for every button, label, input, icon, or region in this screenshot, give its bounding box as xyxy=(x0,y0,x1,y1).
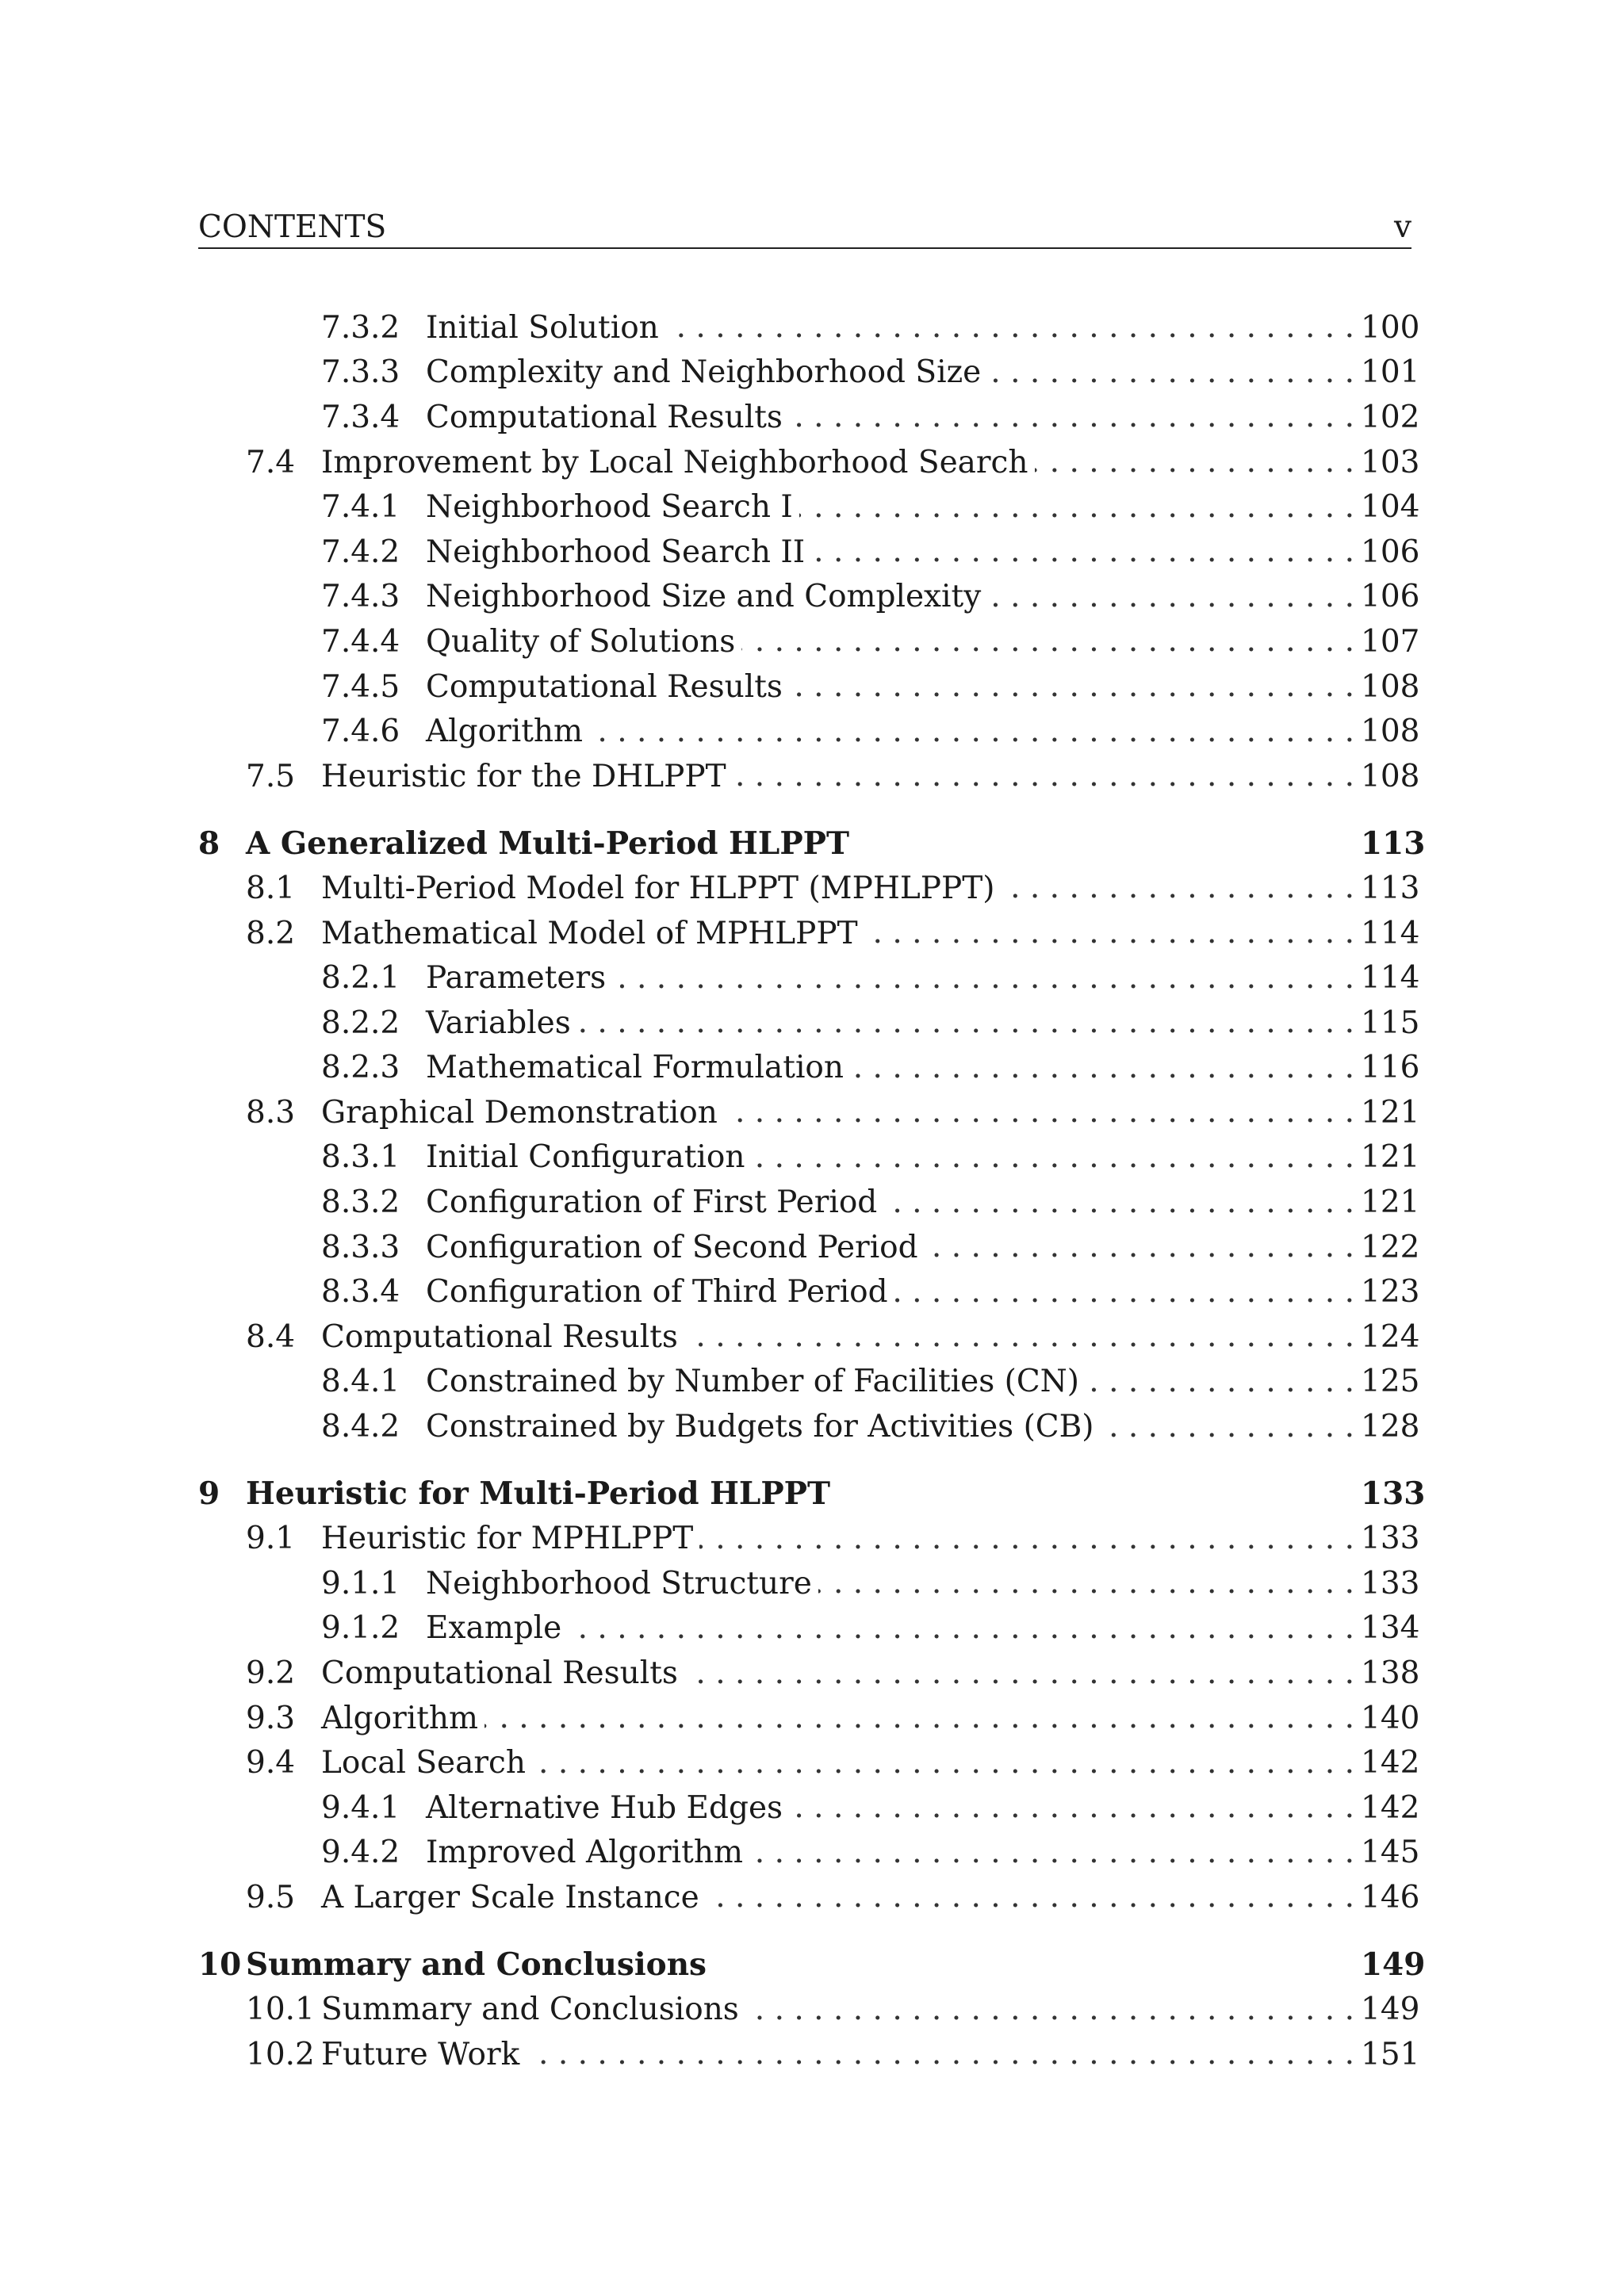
toc-dot-leader xyxy=(612,960,1354,997)
toc-entry-number: 9.1 xyxy=(246,1521,296,1557)
toc-section-entry[interactable] xyxy=(198,1314,1420,1360)
toc-entry-title: Heuristic for the DHLPPT xyxy=(321,758,726,794)
toc-entry-title: Neighborhood Structure xyxy=(426,1565,812,1601)
toc-dot-leader xyxy=(987,579,1354,615)
toc-entry-number: 10.2 xyxy=(246,2036,315,2072)
toc-entry-page-number: 125 xyxy=(1361,1364,1420,1400)
toc-entry-page-number: 106 xyxy=(1361,579,1420,615)
toc-entry-page-number: 151 xyxy=(1361,2036,1420,2072)
toc-section-entry[interactable] xyxy=(198,2032,1420,2077)
toc-dot-leader xyxy=(1035,444,1354,480)
toc-entry-page-number: 134 xyxy=(1361,1610,1420,1647)
toc-entry-number: 8.4 xyxy=(246,1318,296,1355)
toc-entry-title: Algorithm xyxy=(321,1700,478,1736)
header-title: CONTENTS xyxy=(198,209,387,245)
toc-entry-page-number: 102 xyxy=(1361,399,1420,435)
toc-entry-number: 8.3.1 xyxy=(321,1139,400,1176)
toc-entry-page-number: 121 xyxy=(1361,1094,1420,1131)
toc-section-entry[interactable] xyxy=(198,754,1420,799)
toc-entry-title: Constrained by Number of Facilities (CN) xyxy=(426,1364,1080,1400)
toc-entry-number: 10.1 xyxy=(246,1992,315,2028)
toc-dot-leader xyxy=(894,1274,1354,1311)
toc-chapter-entry[interactable] xyxy=(198,821,1426,867)
toc-section-entry[interactable] xyxy=(198,1090,1420,1135)
toc-dot-leader xyxy=(789,668,1354,705)
toc-entry-number: 7.4.1 xyxy=(321,489,400,526)
toc-entry-number: 8.1 xyxy=(246,870,296,906)
toc-dot-leader xyxy=(706,1879,1354,1915)
toc-entry-page-number: 104 xyxy=(1361,489,1420,526)
toc-entry-title: Computational Results xyxy=(321,1318,678,1355)
toc-dot-leader xyxy=(818,1565,1354,1601)
toc-section-entry[interactable] xyxy=(198,1987,1420,2032)
toc-entry-number: 7.4.4 xyxy=(321,623,400,660)
toc-subsection-entry[interactable] xyxy=(198,1831,1420,1876)
toc-entry-number: 7.3.3 xyxy=(321,354,400,391)
toc-subsection-entry[interactable] xyxy=(198,575,1420,620)
toc-entry-number: 7.4.5 xyxy=(321,668,400,705)
toc-entry-title: Parameters xyxy=(426,960,607,997)
toc-entry-page-number: 113 xyxy=(1361,870,1420,906)
toc-entry-title: Summary and Conclusions xyxy=(321,1992,739,2028)
toc-entry-page-number: 133 xyxy=(1361,1521,1420,1557)
toc-entry-number: 8.4.1 xyxy=(321,1364,400,1400)
toc-entry-title: Improvement by Local Neighborhood Search xyxy=(321,444,1028,480)
header-page-number: v xyxy=(1393,209,1411,245)
toc-subsection-entry[interactable] xyxy=(198,1606,1420,1651)
toc-dot-leader xyxy=(789,399,1354,435)
toc-section-entry[interactable] xyxy=(198,440,1420,485)
toc-dot-leader xyxy=(733,758,1354,794)
toc-entry-page-number: 140 xyxy=(1361,1700,1420,1736)
toc-entry-number: 7.3.4 xyxy=(321,399,400,435)
toc-subsection-entry[interactable] xyxy=(198,1135,1420,1181)
toc-entry-title: Heuristic for MPHLPPT xyxy=(321,1521,694,1557)
toc-subsection-entry[interactable] xyxy=(198,1001,1420,1046)
toc-entry-page-number: 145 xyxy=(1361,1835,1420,1871)
toc-entry-number: 8.2.3 xyxy=(321,1050,400,1086)
toc-entry-title: Configuration of Second Period xyxy=(426,1229,918,1265)
toc-entry-number: 7.3.2 xyxy=(321,309,400,346)
toc-entry-number: 8.3.4 xyxy=(321,1274,400,1311)
toc-entry-title: Complexity and Neighborhood Size xyxy=(426,354,982,391)
toc-subsection-entry[interactable] xyxy=(198,1785,1420,1831)
toc-entry-title: A Generalized Multi-Period HLPPT xyxy=(246,825,849,862)
toc-dot-leader xyxy=(741,623,1354,660)
toc-section-entry[interactable] xyxy=(198,1740,1420,1785)
toc-entry-number: 7.4 xyxy=(246,444,296,480)
toc-entry-title: Heuristic for Multi-Period HLPPT xyxy=(246,1475,831,1513)
toc-entry-page-number: 107 xyxy=(1361,623,1420,660)
toc-section-entry[interactable] xyxy=(198,911,1420,956)
toc-entry-page-number: 115 xyxy=(1361,1004,1420,1041)
toc-dot-leader xyxy=(745,1992,1354,2028)
toc-subsection-entry[interactable] xyxy=(198,530,1420,575)
toc-dot-leader xyxy=(577,1004,1354,1041)
toc-dot-leader xyxy=(864,915,1354,951)
toc-entry-number: 8.3.3 xyxy=(321,1229,400,1265)
toc-entry-page-number: 108 xyxy=(1361,758,1420,794)
toc-entry-title: Neighborhood Size and Complexity xyxy=(426,579,982,615)
toc-entry-number: 7.4.2 xyxy=(321,534,400,570)
toc-entry-title: Alternative Hub Edges xyxy=(426,1789,783,1826)
toc-entry-number: 9.3 xyxy=(246,1700,296,1736)
toc-entry-page-number: 108 xyxy=(1361,668,1420,705)
toc-entry-title: Configuration of Third Period xyxy=(426,1274,888,1311)
toc-entry-title: Example xyxy=(426,1610,562,1647)
toc-dot-leader xyxy=(1086,1364,1354,1400)
toc-subsection-entry[interactable] xyxy=(198,1561,1420,1606)
toc-entry-number: 7.5 xyxy=(246,758,296,794)
toc-dot-leader xyxy=(749,1835,1354,1871)
toc-entry-number: 7.4.3 xyxy=(321,579,400,615)
toc-entry-number: 10 xyxy=(198,1946,242,1984)
toc-entry-page-number: 138 xyxy=(1361,1655,1420,1692)
toc-entry-title: Improved Algorithm xyxy=(426,1835,743,1871)
toc-dot-leader xyxy=(883,1184,1354,1221)
toc-entry-title: Initial Solution xyxy=(426,309,659,346)
toc-entry-title: Constrained by Budgets for Activities (CB) xyxy=(426,1409,1094,1445)
toc-entry-page-number: 116 xyxy=(1361,1050,1420,1086)
toc-entry-page-number: 100 xyxy=(1361,309,1420,346)
toc-entry-title: Initial Configuration xyxy=(426,1139,745,1176)
toc-entry-title: Mathematical Formulation xyxy=(426,1050,845,1086)
toc-entry-page-number: 128 xyxy=(1361,1409,1420,1445)
toc-entry-title: Graphical Demonstration xyxy=(321,1094,718,1131)
toc-dot-leader xyxy=(925,1229,1354,1265)
toc-entry-number: 9 xyxy=(198,1475,220,1513)
toc-entry-number: 9.2 xyxy=(246,1655,296,1692)
toc-subsection-entry[interactable] xyxy=(198,484,1420,530)
toc-entry-title: Configuration of First Period xyxy=(426,1184,878,1221)
toc-chapter-entry[interactable] xyxy=(198,1942,1426,1988)
toc-entry-title: Local Search xyxy=(321,1745,526,1781)
toc-subsection-entry[interactable] xyxy=(198,305,1420,350)
toc-entry-title: Variables xyxy=(426,1004,571,1041)
toc-dot-leader xyxy=(1001,870,1354,906)
toc-entry-page-number: 101 xyxy=(1361,354,1420,391)
toc-entry-number: 9.4.1 xyxy=(321,1789,400,1826)
toc-dot-leader xyxy=(699,1521,1354,1557)
toc-section-entry[interactable] xyxy=(198,1651,1420,1696)
toc-entry-page-number: 142 xyxy=(1361,1745,1420,1781)
toc-entry-page-number: 114 xyxy=(1361,960,1420,997)
toc-dot-leader xyxy=(526,2036,1354,2072)
toc-dot-leader xyxy=(1101,1409,1355,1445)
toc-entry-number: 8 xyxy=(198,825,220,862)
toc-dot-leader xyxy=(751,1139,1354,1176)
toc-entry-number: 8.2.1 xyxy=(321,960,400,997)
toc-entry-title: Algorithm xyxy=(426,714,583,750)
toc-entry-title: Mathematical Model of MPHLPPT xyxy=(321,915,858,951)
toc-section-entry[interactable] xyxy=(198,1516,1420,1561)
toc-entry-page-number: 133 xyxy=(1361,1565,1420,1601)
toc-entry-number: 8.3 xyxy=(246,1094,296,1131)
toc-subsection-entry[interactable] xyxy=(198,1269,1420,1314)
toc-subsection-entry[interactable] xyxy=(198,619,1420,664)
toc-subsection-entry[interactable] xyxy=(198,1225,1420,1270)
toc-section-entry[interactable] xyxy=(198,866,1420,911)
toc-dot-leader xyxy=(589,714,1354,750)
toc-entry-page-number: 122 xyxy=(1361,1229,1420,1265)
toc-dot-leader xyxy=(799,489,1354,526)
toc-dot-leader xyxy=(684,1318,1354,1355)
toc-entry-page-number: 108 xyxy=(1361,714,1420,750)
toc-entry-page-number: 149 xyxy=(1361,1992,1420,2028)
toc-subsection-entry[interactable] xyxy=(198,350,1420,396)
toc-entry-page-number: 124 xyxy=(1361,1318,1420,1355)
toc-entry-title: Summary and Conclusions xyxy=(246,1946,707,1984)
toc-dot-leader xyxy=(485,1700,1354,1736)
toc-entry-page-number: 142 xyxy=(1361,1789,1420,1826)
toc-subsection-entry[interactable] xyxy=(198,1180,1420,1225)
toc-entry-number: 7.4.6 xyxy=(321,714,400,750)
toc-entry-title: Quality of Solutions xyxy=(426,623,736,660)
toc-entry-number: 9.1.2 xyxy=(321,1610,400,1647)
toc-entry-page-number: 133 xyxy=(1361,1475,1426,1513)
toc-subsection-entry[interactable] xyxy=(198,1046,1420,1091)
toc-entry-page-number: 149 xyxy=(1361,1946,1426,1984)
toc-section-entry[interactable] xyxy=(198,1696,1420,1741)
toc-entry-number: 8.3.2 xyxy=(321,1184,400,1221)
toc-entry-page-number: 146 xyxy=(1361,1879,1420,1915)
toc-dot-leader xyxy=(850,1050,1354,1086)
toc-dot-leader xyxy=(789,1789,1354,1826)
toc-entry-number: 8.2 xyxy=(246,915,296,951)
toc-entry-page-number: 106 xyxy=(1361,534,1420,570)
toc-subsection-entry[interactable] xyxy=(198,955,1420,1001)
toc-entry-page-number: 121 xyxy=(1361,1139,1420,1176)
toc-section-entry[interactable] xyxy=(198,1875,1420,1920)
toc-dot-leader xyxy=(532,1745,1354,1781)
toc-subsection-entry[interactable] xyxy=(198,395,1420,440)
toc-entry-number: 8.2.2 xyxy=(321,1004,400,1041)
toc-entry-title: Future Work xyxy=(321,2036,520,2072)
toc-entry-title: A Larger Scale Instance xyxy=(321,1879,699,1915)
toc-entry-number: 8.4.2 xyxy=(321,1409,400,1445)
toc-entry-page-number: 123 xyxy=(1361,1274,1420,1311)
toc-entry-page-number: 113 xyxy=(1361,825,1426,862)
toc-entry-number: 9.4.2 xyxy=(321,1835,400,1871)
toc-subsection-entry[interactable] xyxy=(198,664,1420,710)
toc-dot-leader xyxy=(724,1094,1354,1131)
toc-chapter-entry[interactable] xyxy=(198,1471,1426,1517)
toc-entry-title: Neighborhood Search II xyxy=(426,534,806,570)
toc-entry-title: Computational Results xyxy=(426,399,783,435)
toc-subsection-entry[interactable] xyxy=(198,709,1420,754)
toc-entry-title: Multi-Period Model for HLPPT (MPHLPPT) xyxy=(321,870,995,906)
toc-dot-leader xyxy=(684,1655,1354,1692)
toc-entry-title: Neighborhood Search I xyxy=(426,489,793,526)
toc-subsection-entry[interactable] xyxy=(198,1404,1420,1449)
toc-entry-page-number: 121 xyxy=(1361,1184,1420,1221)
table-of-contents xyxy=(198,305,1426,2077)
toc-subsection-entry[interactable] xyxy=(198,1360,1420,1405)
toc-entry-title: Computational Results xyxy=(426,668,783,705)
toc-entry-title: Computational Results xyxy=(321,1655,678,1692)
toc-entry-page-number: 114 xyxy=(1361,915,1420,951)
toc-entry-number: 9.4 xyxy=(246,1745,296,1781)
toc-entry-number: 9.5 xyxy=(246,1879,296,1915)
running-header xyxy=(198,208,1411,249)
toc-entry-page-number: 103 xyxy=(1361,444,1420,480)
toc-dot-leader xyxy=(987,354,1354,391)
toc-dot-leader xyxy=(665,309,1354,346)
toc-dot-leader xyxy=(568,1610,1354,1647)
toc-dot-leader xyxy=(811,534,1354,570)
toc-entry-number: 9.1.1 xyxy=(321,1565,400,1601)
